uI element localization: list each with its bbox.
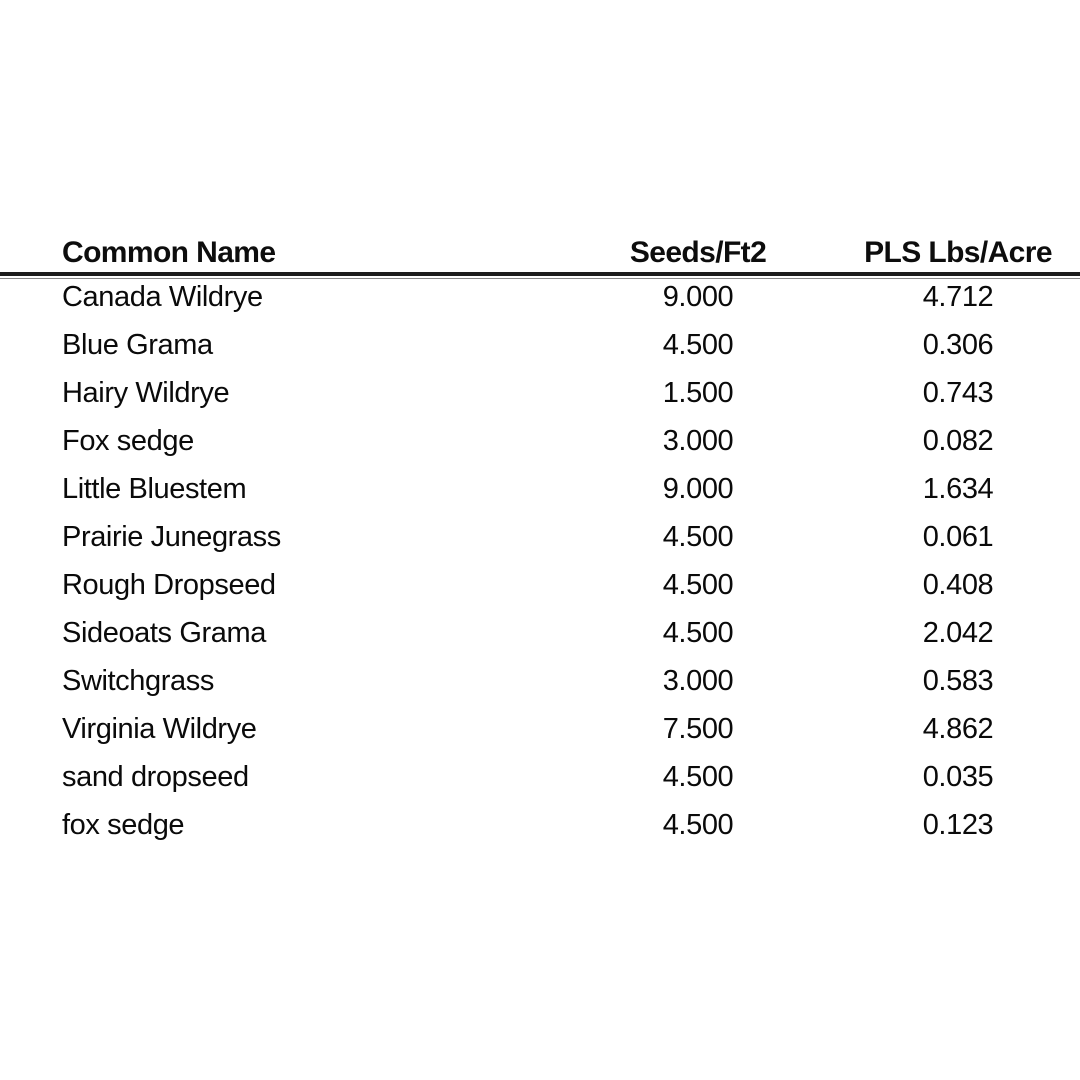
pls-lbs-acre-cell: 1.634: [922, 473, 994, 505]
common-name-cell: Fox sedge: [62, 425, 194, 457]
seeds-ft2-cell: 9.000: [662, 473, 734, 505]
pls-lbs-acre-cell: 0.082: [922, 425, 994, 457]
table-row: [0, 369, 1080, 417]
table-row: [0, 705, 1080, 753]
pls-lbs-acre-cell: 0.306: [922, 329, 994, 361]
pls-lbs-acre-cell: 0.408: [922, 569, 994, 601]
column-header-seeds-ft2: Seeds/Ft2: [629, 236, 767, 269]
table-row: [0, 273, 1080, 321]
table-row: [0, 417, 1080, 465]
seed-mix-table: [0, 236, 1080, 855]
seeds-ft2-cell: 3.000: [662, 665, 734, 697]
pls-lbs-acre-cell: 0.583: [922, 665, 994, 697]
seeds-ft2-cell: 7.500: [662, 713, 734, 745]
table-row: [0, 657, 1080, 705]
pls-lbs-acre-cell: 0.123: [922, 809, 994, 841]
table-row: [0, 513, 1080, 561]
seeds-ft2-cell: 4.500: [662, 569, 734, 601]
seeds-ft2-cell: 3.000: [662, 425, 734, 457]
seeds-ft2-cell: 4.500: [662, 617, 734, 649]
seeds-ft2-cell: 4.500: [662, 329, 734, 361]
pls-lbs-acre-cell: 0.061: [922, 521, 994, 553]
seeds-ft2-cell: 1.500: [662, 377, 734, 409]
column-header-common-name: Common Name: [62, 236, 276, 269]
pls-lbs-acre-cell: 0.035: [922, 761, 994, 793]
table-row: [0, 561, 1080, 609]
common-name-cell: Canada Wildrye: [62, 281, 263, 313]
table-row: [0, 609, 1080, 657]
common-name-cell: Sideoats Grama: [62, 617, 266, 649]
pls-lbs-acre-cell: 4.712: [922, 281, 994, 313]
seeds-ft2-cell: 4.500: [662, 521, 734, 553]
common-name-cell: sand dropseed: [62, 761, 249, 793]
common-name-cell: Little Bluestem: [62, 473, 247, 505]
common-name-cell: Blue Grama: [62, 329, 213, 361]
common-name-cell: fox sedge: [62, 809, 185, 841]
table-row: [0, 801, 1080, 849]
pls-lbs-acre-cell: 0.743: [922, 377, 994, 409]
table-body: [0, 273, 1080, 849]
common-name-cell: Prairie Junegrass: [62, 521, 281, 553]
table-row: [0, 321, 1080, 369]
common-name-cell: Hairy Wildrye: [62, 377, 230, 409]
common-name-cell: Virginia Wildrye: [62, 713, 257, 745]
pls-lbs-acre-cell: 4.862: [922, 713, 994, 745]
seeds-ft2-cell: 4.500: [662, 761, 734, 793]
column-header-pls-lbs-acre: PLS Lbs/Acre: [864, 236, 1052, 269]
table-row: [0, 753, 1080, 801]
table-row: [0, 465, 1080, 513]
common-name-cell: Switchgrass: [62, 665, 214, 697]
seeds-ft2-cell: 4.500: [662, 809, 734, 841]
pls-lbs-acre-cell: 2.042: [922, 617, 994, 649]
table-header-row: [0, 236, 1080, 270]
seeds-ft2-cell: 9.000: [662, 281, 734, 313]
common-name-cell: Rough Dropseed: [62, 569, 276, 601]
